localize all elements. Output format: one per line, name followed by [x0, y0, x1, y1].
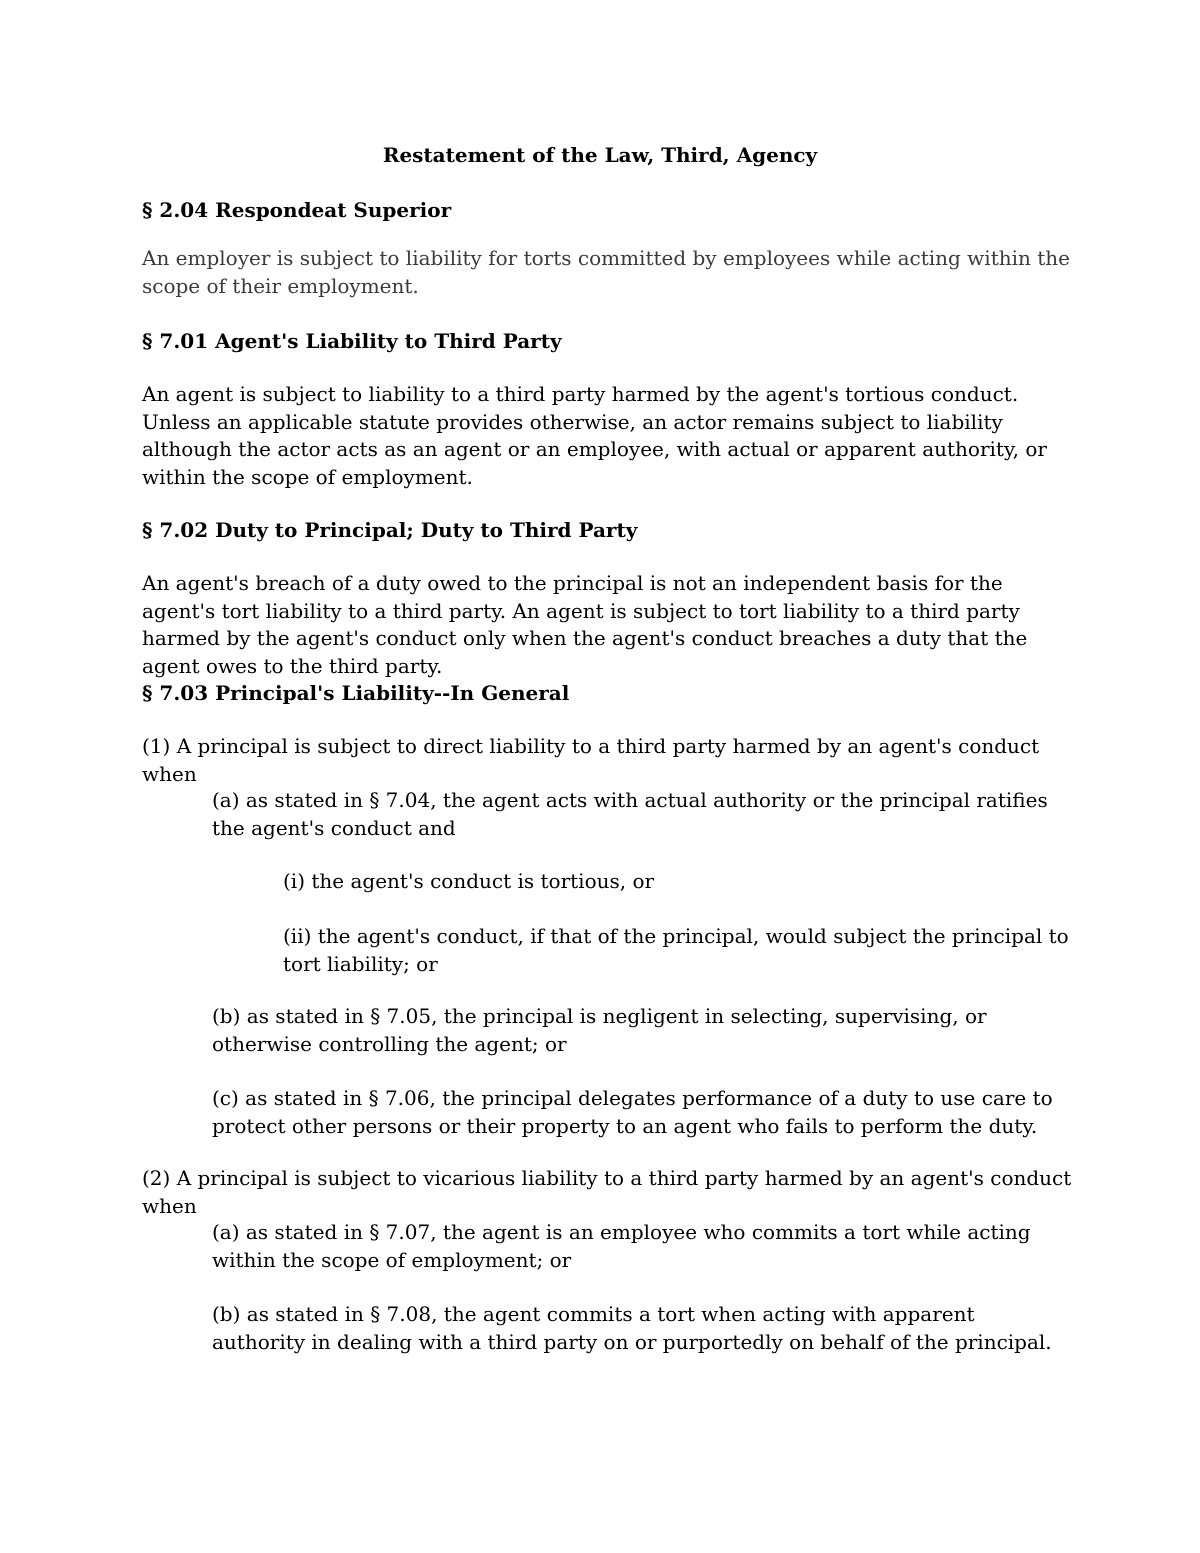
section-text-7-02: An agent's breach of a duty owed to the principal is not an independent basis for the agent's tort liability to a third party. An agent is subject to tort liability to a third party harmed by the agent's conduct only when the agent's conduct breaches a duty that the agent owes to the third party. [142, 571, 1028, 678]
document-title: Restatement of the Law, Third, Agency [382, 143, 818, 167]
clause-2-b: (b) as stated in § 7.08, the agent commits a tort when acting with apparent authority in dealing with a third party on or purportedly on behalf of the principal. [212, 1302, 1052, 1354]
clause-1-c: (c) as stated in § 7.06, the principal delegates performance of a duty to use care to protect other persons or their property to an agent who fails to perform the duty. [212, 1086, 1053, 1138]
clause-2-a: (a) as stated in § 7.07, the agent is an employee who commits a tort while acting within the scope of employment; or [212, 1220, 1031, 1272]
clause-1-b: (b) as stated in § 7.05, the principal is negligent in selecting, supervising, or otherwise controlling the agent; or [212, 1004, 987, 1056]
section-heading-2-04: § 2.04 Respondeat Superior [142, 198, 452, 222]
section-text-7-01: An agent is subject to liability to a third party harmed by the agent's tortious conduct. Unless an applicable statute provides otherwise, an actor remains subject to liability although the actor acts as an agent or an employee, with actual or apparent authority, or within the scope of employment. [142, 382, 1047, 489]
section-heading-7-02: § 7.02 Duty to Principal; Duty to Third Party [142, 518, 638, 542]
section-heading-7-03: § 7.03 Principal's Liability--In General [142, 681, 570, 705]
clause-2: (2) A principal is subject to vicarious liability to a third party harmed by an agent's conduct when [142, 1166, 1072, 1218]
clause-1-a-i: (i) the agent's conduct is tortious, or [283, 869, 655, 893]
section-heading-7-01: § 7.01 Agent's Liability to Third Party [142, 329, 562, 353]
clause-1: (1) A principal is subject to direct liability to a third party harmed by an agent's conduct when [142, 734, 1040, 786]
clause-1-a-ii: (ii) the agent's conduct, if that of the principal, would subject the principal to tort liability; or [283, 924, 1069, 976]
clause-1-a: (a) as stated in § 7.04, the agent acts with actual authority or the principal ratifies the agent's conduct and [212, 788, 1048, 840]
section-text-2-04: An employer is subject to liability for torts committed by employees while acting within the scope of their employment. [142, 246, 1071, 298]
